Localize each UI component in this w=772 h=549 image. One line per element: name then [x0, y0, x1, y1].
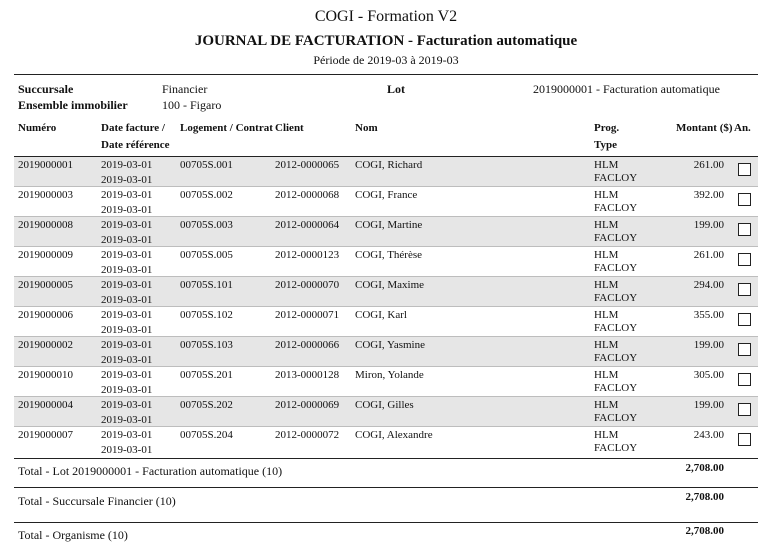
cell-type: FACLOY: [594, 352, 638, 364]
cell-client: 2012-0000072: [275, 429, 340, 441]
cell-prog: HLM: [594, 429, 619, 441]
cell-client: 2012-0000064: [275, 219, 340, 231]
cell-type: FACLOY: [594, 262, 638, 274]
cell-prog: HLM: [594, 219, 619, 231]
cell-prog: HLM: [594, 339, 619, 351]
total-organisme-label: Total - Organisme (10): [18, 528, 128, 542]
cell-date-reference: 2019-03-01: [101, 204, 153, 216]
cell-client: 2012-0000065: [275, 159, 340, 171]
cell-prog: HLM: [594, 309, 619, 321]
cell-prog: HLM: [594, 159, 619, 171]
total-lot-value: 2,708.00: [685, 462, 724, 474]
cell-logement: 00705S.001: [180, 159, 233, 171]
cell-logement: 00705S.003: [180, 219, 233, 231]
cell-date-facture: 2019-03-01: [101, 279, 153, 291]
divider-top: [14, 74, 758, 75]
annulation-checkbox[interactable]: [738, 283, 751, 296]
annulation-checkbox[interactable]: [738, 373, 751, 386]
annulation-checkbox[interactable]: [738, 403, 751, 416]
ensemble-value: 100 - Figaro: [162, 98, 222, 112]
cell-montant: 355.00: [693, 309, 724, 321]
cell-type: FACLOY: [594, 382, 638, 394]
lot-label: Lot: [387, 82, 405, 96]
cell-date-facture: 2019-03-01: [101, 219, 153, 231]
cell-date-reference: 2019-03-01: [101, 414, 153, 426]
total-succursale-value: 2,708.00: [685, 491, 724, 503]
col-nom: Nom: [355, 122, 378, 134]
cell-montant: 261.00: [693, 249, 724, 261]
cell-type: FACLOY: [594, 292, 638, 304]
cell-montant: 305.00: [693, 369, 724, 381]
cell-date-facture: 2019-03-01: [101, 189, 153, 201]
cell-montant: 294.00: [693, 279, 724, 291]
cell-logement: 00705S.202: [180, 399, 233, 411]
cell-nom: COGI, France: [355, 189, 418, 201]
cell-numero: 2019000004: [18, 399, 73, 411]
divider-succursale-total: [14, 487, 758, 488]
cell-client: 2012-0000070: [275, 279, 340, 291]
cell-date-reference: 2019-03-01: [101, 444, 153, 456]
annulation-checkbox[interactable]: [738, 433, 751, 446]
col-numero: Numéro: [18, 122, 57, 134]
cell-nom: COGI, Maxime: [355, 279, 425, 291]
lot-value: 2019000001 - Facturation automatique: [533, 82, 720, 96]
cell-date-facture: 2019-03-01: [101, 429, 153, 441]
col-date-reference: Date référence: [101, 139, 170, 151]
cell-logement: 00705S.002: [180, 189, 233, 201]
cell-montant: 243.00: [693, 429, 724, 441]
report-period: Période de 2019-03 à 2019-03: [313, 53, 459, 67]
cell-date-facture: 2019-03-01: [101, 399, 153, 411]
cell-numero: 2019000010: [18, 369, 73, 381]
divider-organisme-total: [14, 522, 758, 523]
ensemble-label: Ensemble immobilier: [18, 98, 128, 112]
cell-date-facture: 2019-03-01: [101, 309, 153, 321]
cell-date-reference: 2019-03-01: [101, 264, 153, 276]
cell-client: 2013-0000128: [275, 369, 340, 381]
col-montant: Montant ($): [676, 122, 733, 134]
annulation-checkbox[interactable]: [738, 223, 751, 236]
col-prog: Prog.: [594, 122, 620, 134]
cell-numero: 2019000001: [18, 159, 73, 171]
total-organisme-value: 2,708.00: [685, 525, 724, 537]
annulation-checkbox[interactable]: [738, 343, 751, 356]
cell-type: FACLOY: [594, 442, 638, 454]
cell-date-reference: 2019-03-01: [101, 234, 153, 246]
cell-montant: 199.00: [693, 339, 724, 351]
cell-numero: 2019000008: [18, 219, 73, 231]
cell-montant: 199.00: [693, 219, 724, 231]
total-succursale-label: Total - Succursale Financier (10): [18, 494, 176, 508]
cell-numero: 2019000005: [18, 279, 73, 291]
cell-date-reference: 2019-03-01: [101, 384, 153, 396]
cell-logement: 00705S.204: [180, 429, 233, 441]
cell-numero: 2019000006: [18, 309, 73, 321]
organization-title: COGI - Formation V2: [314, 8, 458, 25]
cell-logement: 00705S.102: [180, 309, 233, 321]
cell-numero: 2019000002: [18, 339, 73, 351]
cell-date-reference: 2019-03-01: [101, 354, 153, 366]
divider-lot-total: [14, 458, 758, 459]
succursale-value: Financier: [162, 82, 208, 96]
cell-nom: COGI, Thérèse: [355, 249, 422, 261]
col-date-facture: Date facture /: [101, 122, 165, 134]
col-logement: Logement / Contrat: [180, 122, 273, 134]
table-row: [14, 217, 758, 247]
table-row: [14, 367, 758, 397]
cell-date-facture: 2019-03-01: [101, 249, 153, 261]
cell-prog: HLM: [594, 189, 619, 201]
cell-type: FACLOY: [594, 202, 638, 214]
cell-logement: 00705S.103: [180, 339, 233, 351]
cell-type: FACLOY: [594, 232, 638, 244]
succursale-label: Succursale: [18, 82, 74, 96]
cell-numero: 2019000009: [18, 249, 73, 261]
annulation-checkbox[interactable]: [738, 163, 751, 176]
cell-nom: COGI, Martine: [355, 219, 423, 231]
cell-prog: HLM: [594, 369, 619, 381]
cell-numero: 2019000007: [18, 429, 73, 441]
cell-client: 2012-0000123: [275, 249, 340, 261]
table-row: [14, 157, 758, 187]
cell-type: FACLOY: [594, 412, 638, 424]
col-type: Type: [594, 139, 618, 151]
cell-montant: 199.00: [693, 399, 724, 411]
cell-client: 2012-0000066: [275, 339, 340, 351]
table-row: [14, 277, 758, 307]
cell-type: FACLOY: [594, 172, 638, 184]
cell-montant: 261.00: [693, 159, 724, 171]
cell-nom: COGI, Gilles: [355, 399, 414, 411]
cell-date-facture: 2019-03-01: [101, 369, 153, 381]
cell-date-reference: 2019-03-01: [101, 294, 153, 306]
cell-client: 2012-0000068: [275, 189, 340, 201]
cell-date-facture: 2019-03-01: [101, 339, 153, 351]
cell-nom: Miron, Yolande: [355, 369, 424, 381]
cell-logement: 00705S.005: [180, 249, 233, 261]
annulation-checkbox[interactable]: [738, 313, 751, 326]
cell-client: 2012-0000069: [275, 399, 340, 411]
cell-prog: HLM: [594, 279, 619, 291]
cell-date-reference: 2019-03-01: [101, 324, 153, 336]
table-row: [14, 307, 758, 337]
report-title: JOURNAL DE FACTURATION - Facturation automatique: [194, 33, 578, 49]
cell-date-reference: 2019-03-01: [101, 174, 153, 186]
cell-prog: HLM: [594, 399, 619, 411]
col-client: Client: [275, 122, 304, 134]
table-row: [14, 187, 758, 217]
table-row: [14, 247, 758, 277]
annulation-checkbox[interactable]: [738, 193, 751, 206]
cell-logement: 00705S.101: [180, 279, 233, 291]
cell-logement: 00705S.201: [180, 369, 233, 381]
table-row: [14, 397, 758, 427]
cell-nom: COGI, Karl: [355, 309, 407, 321]
cell-prog: HLM: [594, 249, 619, 261]
annulation-checkbox[interactable]: [738, 253, 751, 266]
cell-montant: 392.00: [693, 189, 724, 201]
cell-nom: COGI, Richard: [355, 159, 423, 171]
total-lot-label: Total - Lot 2019000001 - Facturation automatique (10): [18, 464, 283, 478]
cell-nom: COGI, Alexandre: [355, 429, 433, 441]
table-row: [14, 427, 758, 457]
table-row: [14, 337, 758, 367]
col-an: An.: [734, 122, 751, 134]
cell-type: FACLOY: [594, 322, 638, 334]
cell-date-facture: 2019-03-01: [101, 159, 153, 171]
cell-nom: COGI, Yasmine: [355, 339, 425, 351]
cell-client: 2012-0000071: [275, 309, 340, 321]
cell-numero: 2019000003: [18, 189, 73, 201]
